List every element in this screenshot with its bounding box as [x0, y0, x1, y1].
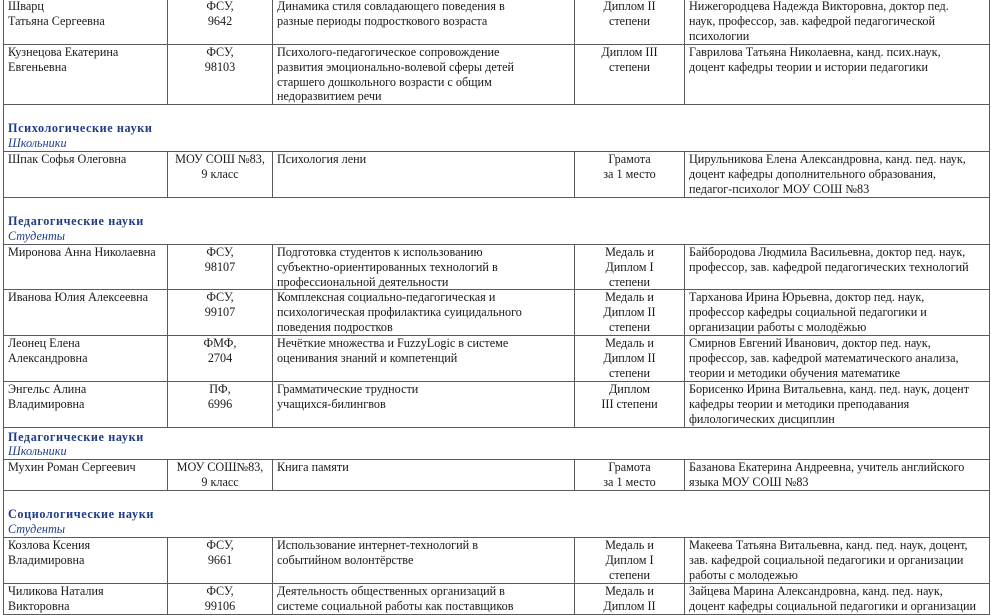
supervisor-cell [685, 0, 990, 44]
participant-name-cell [4, 290, 168, 336]
table-row [4, 336, 990, 382]
faculty-line: 98103 [204, 59, 236, 74]
supervisor-line: наук, профессор, зав. кафедрой педагогической [689, 13, 936, 28]
faculty-line: 99106 [204, 598, 236, 613]
section-header-cell [4, 427, 990, 460]
faculty-line: ФСУ, [206, 583, 234, 598]
name-line: Энгельс Алина [8, 381, 87, 396]
faculty-line: 98107 [204, 259, 236, 274]
supervisor-line: филологических дисциплин [689, 411, 835, 426]
award-line: III степени [601, 396, 658, 411]
section-title: Педагогические науки [8, 429, 144, 444]
name-line: Шпак Софья Олеговна [8, 152, 127, 167]
topic-line: Психология лени [277, 152, 367, 167]
table-row [4, 538, 990, 584]
faculty-line: 9661 [207, 552, 233, 567]
award-cell [575, 583, 685, 614]
topic-cell [273, 381, 575, 427]
supervisor-line: кафедры теории и методики преподавания [689, 396, 910, 411]
supervisor-line: организации работы с молодёжью [689, 320, 867, 335]
topic-line: развития эмоционально-волевой сферы детей [277, 59, 515, 74]
section-subtitle: Студенты [8, 228, 65, 243]
section-header-cell [4, 491, 990, 538]
supervisor-line: Смирнов Евгений Иванович, доктор пед. наук, [689, 336, 931, 351]
supervisor-line: Цирульникова Елена Александровна, канд. пед. наук, [689, 152, 966, 167]
topic-line: Динамика стиля совладающего поведения в [277, 0, 505, 13]
supervisor-line: Гаврилова Татьяна Николаевна, канд. псих.наук, [689, 44, 941, 59]
table-row [4, 583, 990, 614]
topic-cell [273, 538, 575, 584]
faculty-line: 9 класс [201, 475, 239, 490]
supervisor-cell [685, 44, 990, 105]
faculty-line: ФСУ, [206, 538, 234, 552]
award-line: Медаль и [605, 290, 654, 305]
topic-line: Подготовка студентов к использованию [277, 244, 483, 259]
table-row [4, 0, 990, 44]
table-row [4, 290, 990, 336]
name-line: Татьяна Сергеевна [8, 13, 105, 28]
award-line: степени [608, 320, 651, 335]
award-cell [575, 290, 685, 336]
supervisor-line: Борисенко Ирина Витальевна, канд. пед. наук, доцент [689, 381, 970, 396]
faculty-cell [168, 583, 273, 614]
topic-cell [273, 152, 575, 198]
faculty-cell [168, 336, 273, 382]
faculty-cell [168, 460, 273, 491]
supervisor-cell [685, 336, 990, 382]
supervisor-line: доцент кафедры дополнительного образования, [689, 167, 936, 182]
faculty-line: ПФ, [209, 381, 231, 396]
supervisor-line: языка МОУ СОШ №83 [689, 475, 809, 490]
name-line: Владимировна [8, 396, 85, 411]
supervisor-line: Макеева Татьяна Витальевна, канд. пед. наук, доцент, [689, 538, 968, 552]
table-row [4, 44, 990, 105]
section-header-row [4, 197, 990, 244]
award-line: степени [608, 365, 651, 380]
supervisor-line: психологии [689, 28, 750, 43]
supervisor-line: профессор, зав. кафедрой математического анализа, [689, 351, 959, 366]
award-line: степени [608, 567, 651, 582]
table-row [4, 460, 990, 491]
faculty-line: 99107 [204, 305, 236, 320]
topic-line: системе социальной работы как поставщиков [277, 598, 514, 613]
section-header-row [4, 105, 990, 152]
award-line: за 1 место [603, 167, 656, 182]
award-cell [575, 460, 685, 491]
topic-line: Психолого-педагогическое сопровождение [277, 44, 500, 59]
participant-name-cell [4, 381, 168, 427]
award-line: Медаль и [605, 336, 654, 351]
name-line: Мухин Роман Сергеевич [8, 460, 136, 475]
award-cell [575, 336, 685, 382]
table-row [4, 152, 990, 198]
name-line: Шварц [8, 0, 44, 13]
name-line: Козлова Ксения [8, 538, 91, 552]
topic-line: Книга памяти [277, 460, 349, 475]
section-subtitle: Школьники [8, 136, 67, 151]
award-line: Медаль и [605, 583, 654, 598]
award-line: Диплом II [603, 598, 656, 613]
section-subtitle: Школьники [8, 444, 67, 459]
award-line: Медаль и [605, 538, 654, 552]
faculty-cell [168, 244, 273, 290]
award-line: степени [608, 59, 651, 74]
name-line: Викторовна [8, 598, 70, 613]
supervisor-cell [685, 583, 990, 614]
topic-line: психологическая профилактика суицидального [277, 305, 522, 320]
table-row [4, 381, 990, 427]
supervisor-line: доцент кафедры теории и истории педагогики [689, 59, 929, 74]
topic-line: Использование интернет-технологий в [277, 538, 478, 552]
participant-name-cell [4, 44, 168, 105]
supervisor-line: Тарханова Ирина Юрьевна, доктор пед. наук, [689, 290, 925, 305]
topic-line: оценивания знаний и компетенций [277, 351, 458, 366]
award-line: Диплом II [603, 0, 656, 13]
faculty-line: ФСУ, [206, 44, 234, 59]
award-line: Диплом [608, 381, 650, 396]
award-line: Грамота [608, 460, 651, 475]
faculty-line: ФСУ, [206, 0, 234, 13]
participant-name-cell [4, 152, 168, 198]
topic-cell [273, 290, 575, 336]
award-line: Диплом II [603, 351, 656, 366]
section-header-cell [4, 197, 990, 244]
awards-table [3, 0, 990, 615]
topic-line: разные периоды подросткового возраста [277, 13, 488, 28]
supervisor-cell [685, 244, 990, 290]
participant-name-cell [4, 244, 168, 290]
supervisor-line: зав. кафедрой социальной педагогики и организации [689, 552, 964, 567]
faculty-line: ФСУ, [206, 290, 234, 305]
supervisor-cell [685, 538, 990, 584]
award-line: Грамота [608, 152, 651, 167]
faculty-line: 9642 [207, 13, 233, 28]
supervisor-line: профессор, зав. кафедрой педагогических технологий [689, 259, 969, 274]
topic-cell [273, 583, 575, 614]
award-line: Медаль и [605, 244, 654, 259]
award-cell [575, 381, 685, 427]
award-line: Диплом III [601, 44, 658, 59]
section-header-row [4, 427, 990, 460]
award-line: степени [608, 13, 651, 28]
name-line: Чиликова Наталия [8, 583, 104, 598]
participant-name-cell [4, 538, 168, 584]
topic-line: Деятельность общественных организаций в [277, 583, 505, 598]
supervisor-cell [685, 381, 990, 427]
faculty-cell [168, 44, 273, 105]
supervisor-line: Нижегородцева Надежда Викторовна, доктор пед. [689, 0, 949, 13]
supervisor-line: педагог-психолог МОУ СОШ №83 [689, 181, 870, 196]
topic-line: профессиональной деятельности [277, 274, 449, 289]
topic-line: поведения подростков [277, 320, 393, 335]
participant-name-cell [4, 0, 168, 44]
award-cell [575, 152, 685, 198]
section-header-cell [4, 105, 990, 152]
faculty-line: 2704 [207, 351, 233, 366]
faculty-cell [168, 381, 273, 427]
supervisor-cell [685, 152, 990, 198]
section-title: Социологические науки [8, 507, 154, 522]
name-line: Иванова Юлия Алексеевна [8, 290, 149, 305]
faculty-cell [168, 152, 273, 198]
topic-line: субъектно-ориентированных технологий в [277, 259, 498, 274]
faculty-line: 6996 [207, 396, 233, 411]
faculty-line: ФСУ, [206, 244, 234, 259]
faculty-cell [168, 0, 273, 44]
name-line: Евгеньевна [8, 59, 67, 74]
award-cell [575, 0, 685, 44]
section-title: Педагогические науки [8, 213, 144, 228]
supervisor-cell [685, 460, 990, 491]
topic-line: Комплексная социально-педагогическая и [277, 290, 496, 305]
topic-line: старшего дошкольного возрасти с общим [277, 74, 492, 89]
topic-line: событийном волонтёрстве [277, 552, 414, 567]
supervisor-line: профессор кафедры социальной педагогики и [689, 305, 927, 320]
supervisor-line: Байбородова Людмила Васильевна, доктор пед. наук, [689, 244, 966, 259]
faculty-line: МОУ СОШ №83, [175, 152, 265, 167]
award-line: Диплом I [605, 259, 654, 274]
topic-cell [273, 336, 575, 382]
name-line: Миронова Анна Николаевна [8, 244, 156, 259]
name-line: Кузнецова Екатерина [8, 44, 119, 59]
award-line: степени [608, 274, 651, 289]
participant-name-cell [4, 336, 168, 382]
faculty-line: МОУ СОШ№83, [176, 460, 264, 475]
topic-cell [273, 0, 575, 44]
name-line: Владимировна [8, 552, 85, 567]
faculty-line: 9 класс [201, 167, 239, 182]
supervisor-line: Зайцева Марина Александровна, канд. пед. наук, [689, 583, 943, 598]
faculty-cell [168, 538, 273, 584]
award-line: Диплом II [603, 305, 656, 320]
award-cell [575, 538, 685, 584]
section-header-row [4, 491, 990, 538]
faculty-line: ФМФ, [203, 336, 237, 351]
participant-name-cell [4, 460, 168, 491]
awards-table-body [4, 0, 990, 614]
topic-line: учащихся-билингвов [277, 396, 386, 411]
section-title: Психологические науки [8, 121, 153, 136]
supervisor-line: теории и методики обучения математике [689, 365, 901, 380]
participant-name-cell [4, 583, 168, 614]
topic-cell [273, 460, 575, 491]
topic-cell [273, 44, 575, 105]
award-cell [575, 244, 685, 290]
topic-line: Нечёткие множества и FuzzyLogic в системе [277, 336, 509, 351]
faculty-cell [168, 290, 273, 336]
name-line: Леонец Елена [8, 336, 81, 351]
award-cell [575, 44, 685, 105]
section-subtitle: Студенты [8, 522, 65, 537]
award-line: Диплом I [605, 552, 654, 567]
topic-line: недоразвитием речи [277, 89, 382, 104]
supervisor-line: доцент кафедры социальной педагогики и организации [689, 598, 977, 613]
award-line: за 1 место [603, 475, 656, 490]
name-line: Александровна [8, 351, 88, 366]
topic-line: Грамматические трудности [277, 381, 419, 396]
supervisor-line: Базанова Екатерина Андреевна, учитель английского [689, 460, 965, 475]
topic-cell [273, 244, 575, 290]
supervisor-cell [685, 290, 990, 336]
supervisor-line: работы с молодежью [689, 567, 798, 582]
table-row [4, 244, 990, 290]
